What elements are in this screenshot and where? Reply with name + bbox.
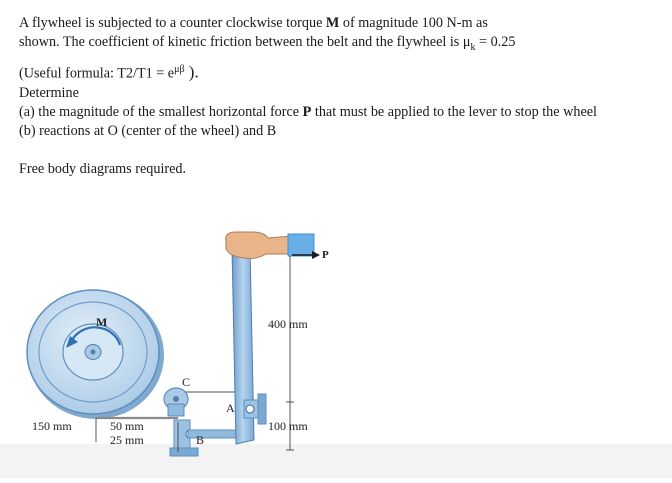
label-c: C <box>182 375 191 389</box>
formula-end: ). <box>184 62 199 82</box>
formula-text: (Useful formula: T2/T1 = e <box>19 65 175 82</box>
torque-symbol: M <box>325 15 340 31</box>
label-m: M <box>96 315 108 329</box>
line1-text: A flywheel is subjected to a counter clockwise torque <box>19 15 323 31</box>
part-a <box>19 103 659 122</box>
problem-line-2 <box>19 33 659 57</box>
label-a: A <box>226 401 235 415</box>
part-a-rest: that must be applied to the lever to stop the wheel <box>314 103 597 120</box>
label-p: P <box>322 249 329 261</box>
mu-value: = 0.25 <box>475 34 516 50</box>
dim-400: 400 mm <box>268 317 308 331</box>
dim-150: 150 mm <box>32 419 72 433</box>
dim-100: 100 mm <box>268 419 308 433</box>
formula-line <box>19 60 659 84</box>
fbd-note: Free body diagrams required. <box>19 160 187 177</box>
line2-text: shown. The coefficient of kinetic friction between the belt and the flywheel is μ <box>19 34 471 50</box>
pulley-c <box>164 388 188 416</box>
part-a-text: (a) the magnitude of the smallest horizontal force <box>19 103 300 120</box>
part-b: (b) reactions at O (center of the wheel) and B <box>19 122 277 139</box>
label-b: B <box>196 433 205 447</box>
mu-subscript: k <box>470 41 476 53</box>
dim-25: 25 mm <box>110 433 144 447</box>
floor-shade <box>0 444 672 478</box>
line1-rest: of magnitude 100 N-m as <box>342 15 488 31</box>
formula-exponent: μβ <box>174 63 185 75</box>
determine-label: Determine <box>19 84 79 101</box>
flywheel-figure <box>0 212 672 478</box>
lever <box>232 248 266 444</box>
force-symbol: P <box>302 103 312 120</box>
problem-statement <box>19 14 659 179</box>
flywheel <box>27 290 164 419</box>
problem-line-1 <box>19 14 659 33</box>
dim-50: 50 mm <box>110 419 144 433</box>
flywheel-diagram <box>0 212 672 478</box>
